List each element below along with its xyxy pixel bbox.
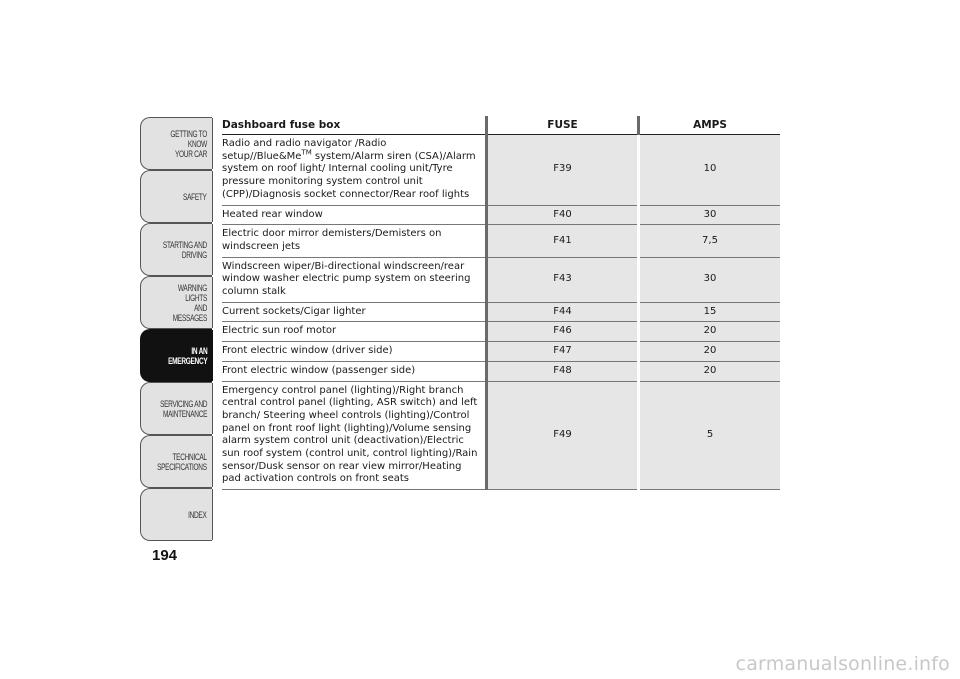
fuse-amps: 15 [639, 302, 781, 322]
fuse-id: F47 [487, 342, 639, 362]
fuse-amps: 20 [639, 322, 781, 342]
header-amps: AMPS [639, 116, 781, 135]
tab-label: STARTING AND DRIVING [163, 239, 207, 260]
table-row [222, 257, 780, 302]
tab-safety[interactable] [140, 170, 212, 223]
tab-servicing-and-maintenance[interactable] [140, 382, 212, 435]
tab-getting-to-know-your-car[interactable] [140, 117, 212, 170]
page-number: 194 [152, 547, 178, 564]
table-row [222, 302, 780, 322]
fuse-description: Heated rear window [222, 205, 487, 225]
fuse-amps: 5 [639, 381, 781, 490]
tab-technical-specifications[interactable] [140, 435, 212, 488]
tab-in-an-emergency[interactable] [140, 329, 212, 382]
tab-label: SAFETY [183, 191, 207, 202]
tab-label: SERVICING AND MAINTENANCE [159, 398, 207, 419]
tab-label: IN AN EMERGENCY [167, 345, 207, 366]
tab-label: INDEX [188, 509, 207, 520]
header-description: Dashboard fuse box [222, 116, 487, 135]
fuse-id: F41 [487, 225, 639, 257]
table-row [222, 381, 780, 490]
fuse-amps: 20 [639, 342, 781, 362]
fuse-id: F39 [487, 135, 639, 206]
table-row [222, 225, 780, 257]
fuse-description: Front electric window (passenger side) [222, 361, 487, 381]
fuse-id: F43 [487, 257, 639, 302]
watermark: carmanualsonline.info [735, 653, 950, 675]
tab-label: GETTING TO KNOW YOUR CAR [170, 128, 207, 159]
fuse-description: Electric door mirror demisters/Demisters on windscreen jets [222, 225, 487, 257]
tab-index[interactable] [140, 488, 212, 541]
fuse-id: F44 [487, 302, 639, 322]
fuse-id: F48 [487, 361, 639, 381]
table-row [222, 361, 780, 381]
fuse-description: Front electric window (driver side) [222, 342, 487, 362]
fuse-id: F49 [487, 381, 639, 490]
fuse-amps: 30 [639, 205, 781, 225]
tab-starting-and-driving[interactable] [140, 223, 212, 276]
table-row [222, 205, 780, 225]
tab-label: TECHNICAL SPECIFICATIONS [157, 451, 207, 472]
header-fuse: FUSE [487, 116, 639, 135]
table-row [222, 342, 780, 362]
fuse-amps: 10 [639, 135, 781, 206]
tab-label: WARNING LIGHTS AND MESSAGES [172, 282, 207, 323]
fuse-table [222, 116, 780, 490]
tab-warning-lights[interactable] [140, 276, 212, 329]
fuse-description: Emergency control panel (lighting)/Right branch central control panel (lighting, ASR switch) and left branch/ Steering wheel controls (lighting)/Control panel on front roof light (lighting)/Volume sensing alarm system control unit (deactivation)/Electric sun roof system (control unit, control lighting)/Rain sensor/Dusk sensor on rear view mirror/Heating pad activation controls on front seats [222, 381, 487, 490]
section-nav [140, 117, 212, 541]
fuse-id: F46 [487, 322, 639, 342]
table-row [222, 322, 780, 342]
fuse-id: F40 [487, 205, 639, 225]
fuse-amps: 30 [639, 257, 781, 302]
table-row [222, 135, 780, 206]
fuse-amps: 7,5 [639, 225, 781, 257]
table-header-row [222, 116, 780, 135]
fuse-description: Windscreen wiper/Bi-directional windscreen/rear window washer electric pump system on steering column stalk [222, 257, 487, 302]
fuse-description: Current sockets/Cigar lighter [222, 302, 487, 322]
fuse-description: Radio and radio navigator /Radio setup//Blue&Me™ system/Alarm siren (CSA)/Alarm system on roof light/ Internal cooling unit/Tyre pressure monitoring system control unit (CPP)/Diagnosis socket connector/Rear roof lights [222, 135, 487, 206]
fuse-description: Electric sun roof motor [222, 322, 487, 342]
fuse-amps: 20 [639, 361, 781, 381]
